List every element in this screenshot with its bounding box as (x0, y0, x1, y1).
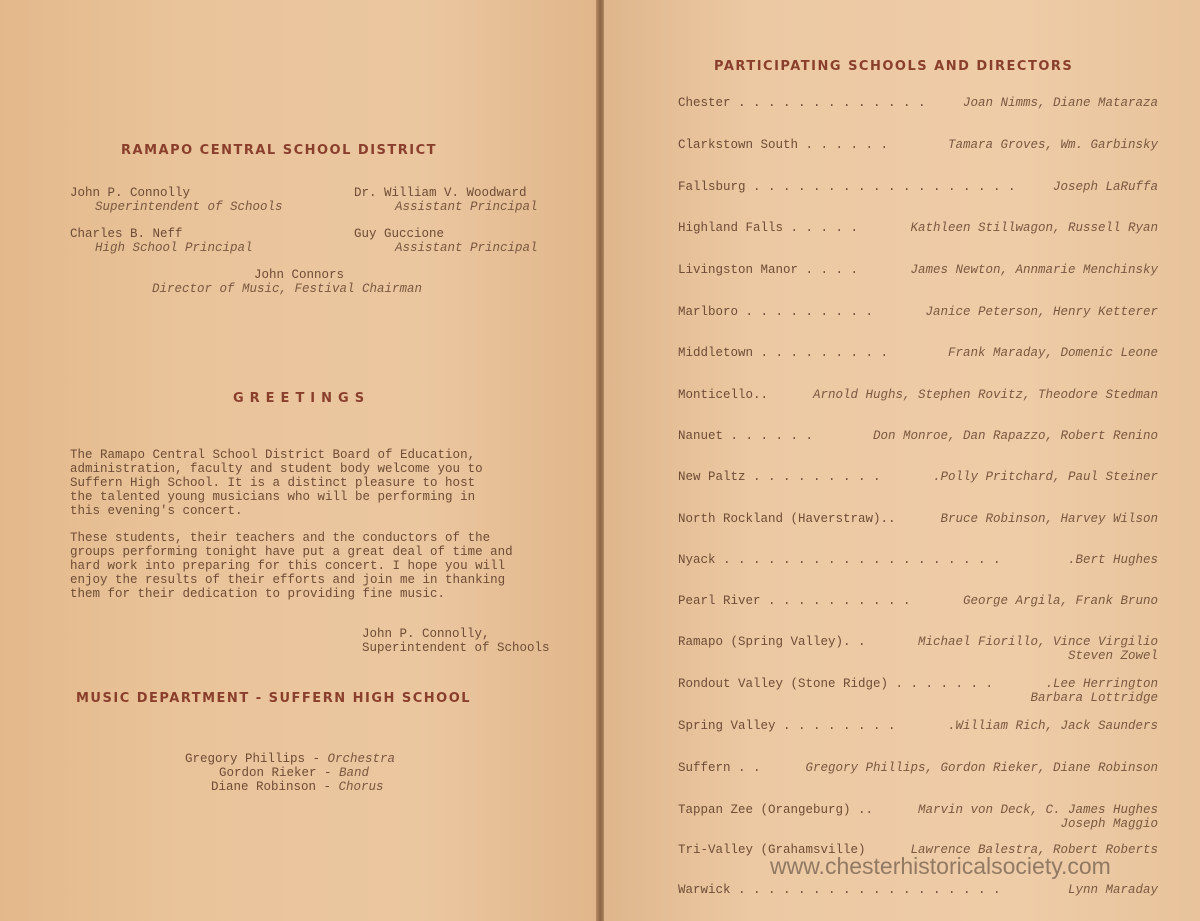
school-row (678, 594, 1158, 608)
school-directors: Lawrence Balestra, Robert Roberts (910, 843, 1158, 857)
school-directors: Marvin von Deck, C. James Hughes Joseph Maggio (917, 803, 1158, 831)
school-name: Fallsburg . . . . . . . . . . . . . . . . . . (678, 180, 1016, 194)
music-department-heading: MUSIC DEPARTMENT - SUFFERN HIGH SCHOOL (76, 691, 472, 706)
district-heading: RAMAPO CENTRAL SCHOOL DISTRICT (121, 143, 438, 158)
school-directors: .Bert Hughes (1067, 553, 1158, 567)
school-directors: Tamara Groves, Wm. Garbinsky (947, 138, 1158, 152)
school-name: Pearl River . . . . . . . . . . (678, 594, 911, 608)
music-staff-line (219, 766, 369, 780)
school-name: Tappan Zee (Orangeburg) .. (678, 803, 874, 817)
official-title: Superintendent of Schools (95, 200, 283, 214)
school-row (678, 470, 1158, 484)
school-row (678, 429, 1158, 443)
school-name: Middletown . . . . . . . . . (678, 346, 889, 360)
school-name: Clarkstown South . . . . . . (678, 138, 889, 152)
school-directors: Joseph LaRuffa (1052, 180, 1158, 194)
school-row (678, 305, 1158, 319)
staff-role: Orchestra (327, 752, 396, 766)
school-directors: Bruce Robinson, Harvey Wilson (940, 512, 1158, 526)
music-staff-line (211, 780, 384, 794)
school-directors: Janice Peterson, Henry Ketterer (925, 305, 1158, 319)
school-name: Livingston Manor . . . . (678, 263, 859, 277)
official-title: Assistant Principal (395, 241, 538, 255)
school-directors: .William Rich, Jack Saunders (947, 719, 1158, 733)
official-name: John P. Connolly (70, 186, 191, 200)
school-name: Spring Valley . . . . . . . . (678, 719, 896, 733)
official-title: High School Principal (95, 241, 253, 255)
school-row (678, 719, 1158, 733)
official-name: John Connors (254, 268, 345, 282)
school-name: Tri-Valley (Grahamsville) (678, 843, 866, 857)
school-name: Rondout Valley (Stone Ridge) . . . . . . . (678, 677, 994, 691)
participating-schools-heading: PARTICIPATING SCHOOLS AND DIRECTORS (714, 59, 1074, 74)
school-row (678, 512, 1158, 526)
school-row (678, 96, 1158, 110)
school-row (678, 677, 1158, 705)
school-row (678, 803, 1158, 831)
school-row (678, 263, 1158, 277)
school-row (678, 761, 1158, 775)
school-directors: Gregory Phillips, Gordon Rieker, Diane Robinson (805, 761, 1158, 775)
school-directors: George Argila, Frank Bruno (962, 594, 1158, 608)
school-directors: Kathleen Stillwagon, Russell Ryan (910, 221, 1158, 235)
school-name: New Paltz . . . . . . . . . (678, 470, 881, 484)
school-directors: Michael Fiorillo, Vince Virgilio Steven Zowel (917, 635, 1158, 663)
school-name: Nanuet . . . . . . (678, 429, 814, 443)
greetings-heading: GREETINGS (233, 391, 371, 406)
signature-title: Superintendent of Schools (362, 641, 550, 655)
staff-role: Chorus (338, 780, 384, 794)
official-name: Charles B. Neff (70, 227, 183, 241)
staff-role: Band (339, 766, 370, 780)
staff-name: Gregory Phillips - (185, 752, 328, 766)
school-row (678, 221, 1158, 235)
school-row (678, 553, 1158, 567)
school-name: Chester . . . . . . . . . . . . . (678, 96, 926, 110)
school-name: Nyack . . . . . . . . . . . . . . . . . . . (678, 553, 1001, 567)
school-row (678, 346, 1158, 360)
school-name: Marlboro . . . . . . . . . (678, 305, 874, 319)
school-row (678, 138, 1158, 152)
school-directors: Frank Maraday, Domenic Leone (947, 346, 1158, 360)
school-name: North Rockland (Haverstraw).. (678, 512, 896, 526)
school-directors: .Polly Pritchard, Paul Steiner (932, 470, 1158, 484)
greeting-paragraph: The Ramapo Central School District Board of Education, administration, faculty and student body welcome you to Suffern High School. It is a distinct pleasure to host the talented young musicians who will be performing in this evening's concert. (70, 448, 483, 518)
school-name: Ramapo (Spring Valley). . (678, 635, 866, 649)
staff-name: Diane Robinson - (211, 780, 339, 794)
school-name: Highland Falls . . . . . (678, 221, 859, 235)
school-directors: Joan Nimms, Diane Mataraza (962, 96, 1158, 110)
watermark: www.chesterhistoricalsociety.com (770, 853, 1111, 879)
school-row (678, 635, 1158, 663)
official-title: Director of Music, Festival Chairman (152, 282, 423, 296)
school-name: Suffern . . (678, 761, 761, 775)
school-directors: Lynn Maraday (1067, 883, 1158, 897)
official-name: Guy Guccione (354, 227, 445, 241)
greeting-paragraph: These students, their teachers and the conductors of the groups performing tonight have put a great deal of time and hard work into preparing for this concert. I hope you will enjoy the results of their efforts and join me in thanking them for their dedication to providing fine music. (70, 531, 513, 601)
school-name: Warwick . . . . . . . . . . . . . . . . . . (678, 883, 1001, 897)
school-directors: Don Monroe, Dan Rapazzo, Robert Renino (872, 429, 1158, 443)
staff-name: Gordon Rieker - (219, 766, 340, 780)
official-name: Dr. William V. Woodward (354, 186, 527, 200)
school-directors: James Newton, Annmarie Menchinsky (910, 263, 1158, 277)
school-name: Monticello.. (678, 388, 769, 402)
school-directors: .Lee Herrington Barbara Lottridge (1030, 677, 1158, 705)
school-row (678, 180, 1158, 194)
signature-name: John P. Connolly, (362, 627, 490, 641)
school-row (678, 883, 1158, 897)
music-staff-line (185, 752, 395, 766)
school-directors: Arnold Hughs, Stephen Rovitz, Theodore Stedman (812, 388, 1158, 402)
official-title: Assistant Principal (395, 200, 538, 214)
school-row (678, 388, 1158, 402)
